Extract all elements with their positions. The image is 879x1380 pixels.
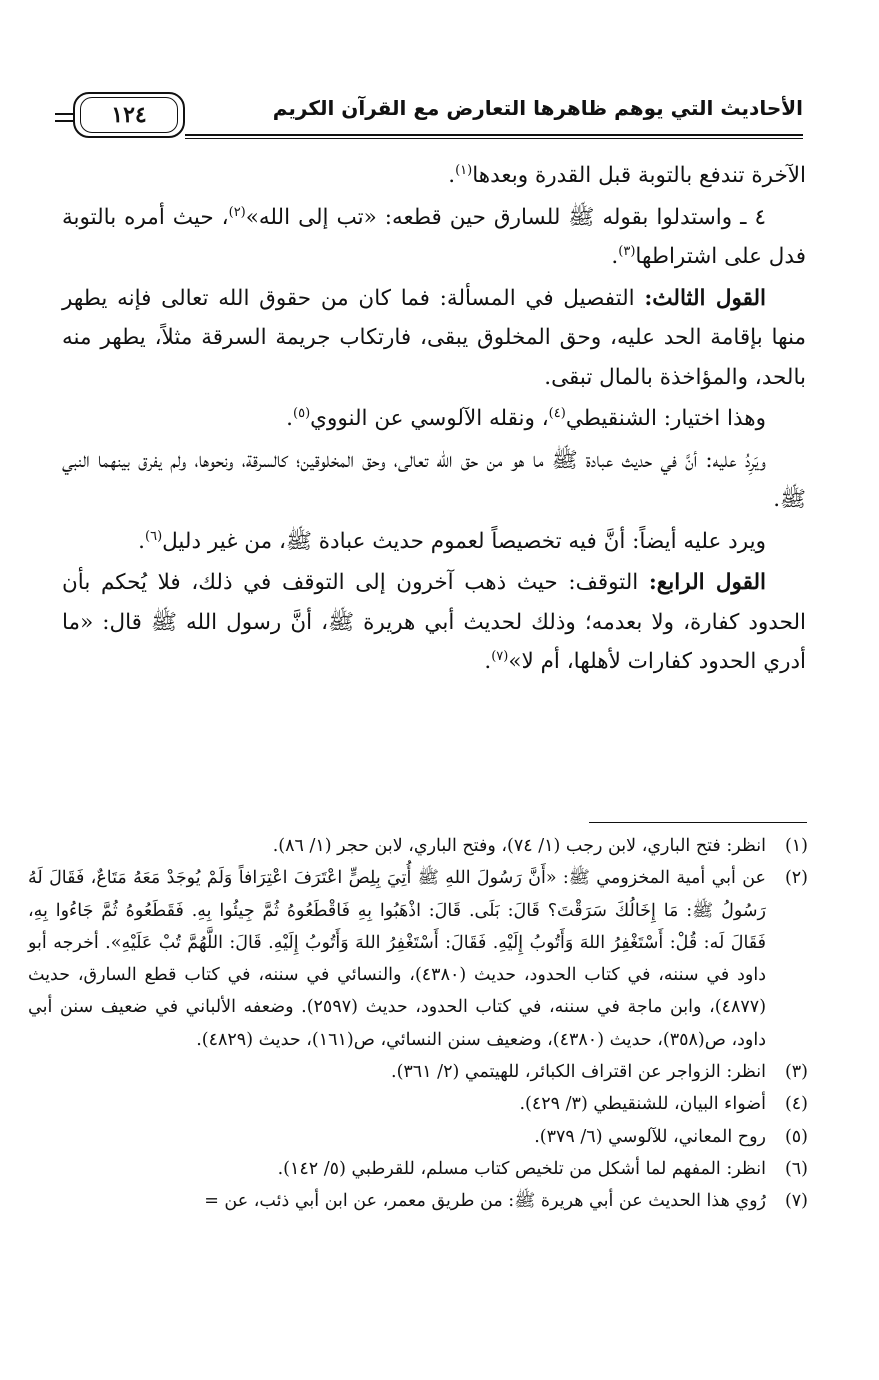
footnote-number: (٢): [784, 868, 808, 889]
paragraph: وهذا اختيار: الشنقيطي$^{(٤)}$، ونقله الآلوسي عن النووي$^{(٥)}$.: [286, 405, 766, 431]
footnote-number: (٣): [784, 1062, 808, 1083]
main-text: [62, 156, 806, 684]
footnotes: [28, 830, 808, 1218]
footnote-text: انظر: المفهم لما أشكل من تلخيص كتاب مسلم، للقرطبي (٥/ ١٤٢).: [277, 1158, 766, 1179]
footnote-text: انظر: الزواجر عن اقتراف الكبائر، للهيتمي (٢/ ٣٦١).: [391, 1062, 766, 1083]
footnote-number: (٤): [784, 1094, 808, 1115]
footnote: [28, 1185, 808, 1217]
footnote-number: (٧): [784, 1191, 808, 1212]
footnote-ref: (٦): [145, 528, 163, 544]
footnote-ref: (١): [455, 162, 473, 178]
paragraph: القول الرابع: التوقف: حيث ذهب آخرون إلى التوقف في ذلك، فلا يُحكم بأن الحدود كفارة، ولا بعدمه؛ وذلك لحديث أبي هريرة ﷺ، أنَّ رسول الله ﷺ قال: «ما أدري الحدود كفارات لأهلها، أم لا»$^{(٧)}$.: [62, 570, 806, 674]
page-header: [55, 92, 803, 146]
footnote: [28, 1121, 808, 1153]
footnote-text: روح المعاني، للآلوسي (٦/ ٣٧٩).: [534, 1126, 766, 1147]
footnote-ref: (٤): [548, 405, 566, 421]
footnote-ref: (٣): [618, 243, 636, 259]
section-heading: القول الرابع:: [648, 570, 766, 595]
footnote: [28, 1056, 808, 1088]
header-dash: [55, 113, 73, 122]
header-rule: [185, 134, 803, 136]
footnote: [28, 830, 808, 862]
paragraph: ويَرِدُ عليه: أنَّ في حديث عبادة ﷺ ما هو من حق الله تعالى، وحق المخلوقين؛ كالسرقة، ونحوها، ولم يفرق بينهما النبي ﷺ.: [62, 447, 806, 512]
paragraph: القول الثالث: التفصيل في المسألة: فما كان من حقوق الله تعالى فإنه يطهر منها بإقامة الحد عليه، وحق المخلوق يبقى، فارتكاب جريمة السرقة مثلاً، يطهر منه بالحد، والمؤاخذة بالمال تبقى.: [62, 285, 806, 390]
footnote-number: (٦): [784, 1158, 808, 1179]
footnote-number: (٥): [784, 1126, 808, 1147]
section-heading: القول الثالث:: [644, 285, 767, 311]
footnote-text: عن أبي أمية المخزومي ﷺ: «أَنَّ رَسُولَ اللهِ ﷺ أُتِيَ بِلِصٍّ اعْتَرَفَ اعْتِرَافاً وَلَمْ يُوجَدْ مَعَهُ مَتَاعٌ، فَقَالَ لَهُ رَسُولُ ﷺ: مَا إِخَالُكَ سَرَقْتَ؟ قَالَ: بَلَى. قَالَ: اذْهَبُوا بِهِ فَاقْطَعُوهُ ثُمَّ جِيئُوا بِهِ. فَقَطَعُوهُ ثُمَّ جَاءُوا بِهِ، فَقَالَ لَه: قُلْ: أَسْتَغْفِرُ اللهَ وَأَتُوبُ إِلَيْهِ. فَقَالَ: أَسْتَغْفِرُ اللهَ وَأَتُوبُ إِلَيْهِ. قَالَ: اللَّهُمَّ تُبْ عَلَيْهِ». أخرجه أبو داود في سننه، في كتاب الحدود، حديث (٤٣٨٠)، والنسائي في سننه، في كتاب قطع السارق، حديث (٤٨٧٧)، وابن ماجة في سننه، في كتاب الحدود، حديث (٢٥٩٧). وضعفه الألباني في ضعيف سنن أبي داود، ص(٣٥٨)، حديث (٤٣٨٠)، وضعيف سنن النسائي، ص(١٦١)، حديث (٤٨٢٩).: [28, 868, 767, 1050]
footnote-ref: (٢): [228, 204, 246, 220]
footnote-ref: (٥): [293, 405, 311, 421]
page-number: ١٢٤: [80, 97, 178, 133]
footnote-text: أضواء البيان، للشنقيطي (٣/ ٤٢٩).: [519, 1094, 766, 1115]
footnote-separator: [589, 822, 807, 823]
footnote-number: (١): [784, 836, 808, 856]
page-number-frame: [73, 92, 185, 138]
header-rule-thin: [185, 138, 803, 139]
footnote: [28, 1153, 808, 1185]
footnote: [28, 1088, 808, 1120]
footnote-text: انظر: فتح الباري، لابن رجب (١/ ٧٤)، وفتح الباري، لابن حجر (١/ ٨٦).: [272, 836, 766, 856]
running-title: الأحاديث التي يوهم ظاهرها التعارض مع القرآن الكريم: [272, 96, 803, 120]
paragraph: ٤ ـ واستدلوا بقوله ﷺ للسارق حين قطعه: «تب إلى الله»$^{(٢)}$، حيث أمره بالتوبة فدل على اشتراطها$^{(٣)}$.: [62, 204, 806, 269]
footnote-ref: (٧): [491, 648, 509, 664]
paragraph: ويرد عليه أيضاً: أنَّ فيه تخصيصاً لعموم حديث عبادة ﷺ، من غير دليل$^{(٦)}$.: [138, 528, 766, 554]
footnote-text: رُوي هذا الحديث عن أبي هريرة ﷺ: من طريق معمر، عن ابن أبي ذئب، عن =: [204, 1191, 766, 1212]
footnote: [28, 862, 808, 1056]
paragraph: الآخرة تندفع بالتوبة قبل القدرة وبعدها$^{(١)}$.: [448, 162, 806, 188]
